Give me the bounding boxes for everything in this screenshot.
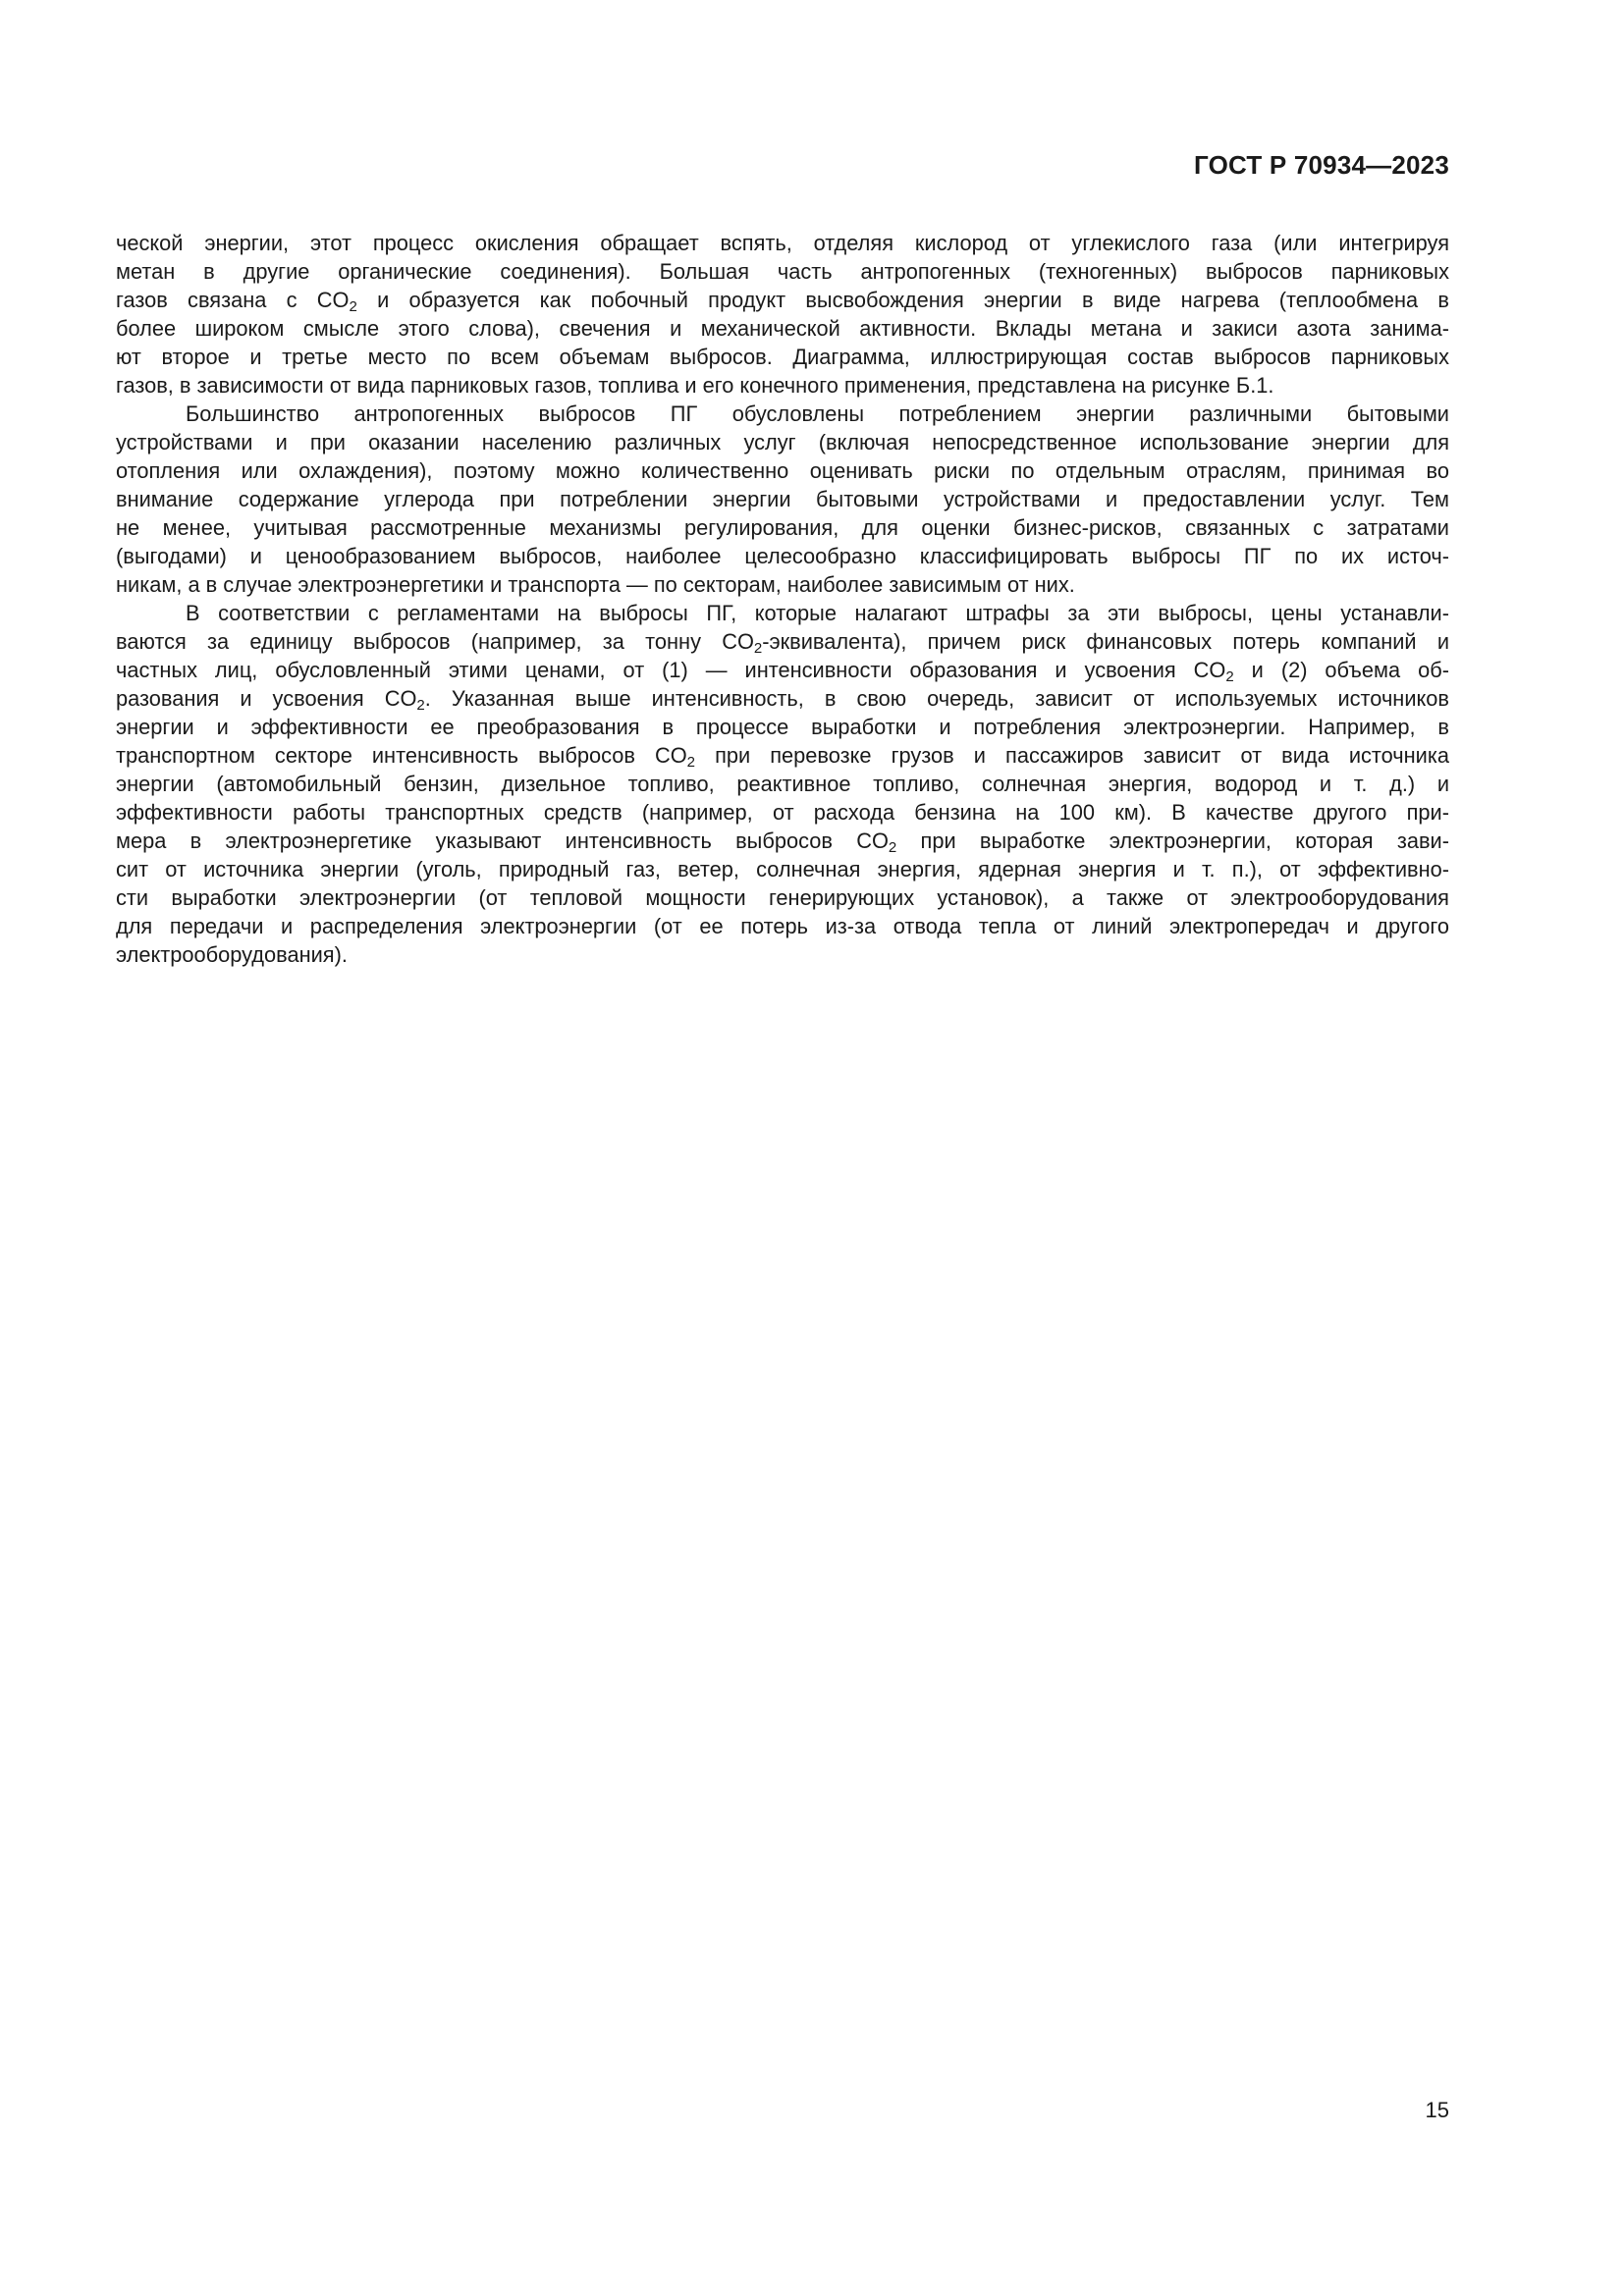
text-line: энергии (автомобильный бензин, дизельное топливо, реактивное топливо, солнечная энергия, водород и т. д.) и [116, 772, 1449, 796]
text-line: энергии и эффективности ее преобразования в процессе выработки и потребления электроэнергии. Например, в [116, 715, 1449, 739]
text-line: метан в другие органические соединения). Большая часть антропогенных (техногенных) выбросов парниковых [116, 259, 1449, 284]
text-line: отопления или охлаждения), поэтому можно количественно оценивать риски по отдельным отраслям, принимая во [116, 458, 1449, 483]
paragraph [116, 599, 1449, 969]
text-line: не менее, учитывая рассмотренные механизмы регулирования, для оценки бизнес-рисков, связанных с затратами [116, 515, 1449, 540]
text-line: ваются за единицу выбросов (например, за тонну $CO_2-эквивалента$), причем риск финансовых потерь компаний и [116, 629, 1449, 657]
text-line: мера в электроэнергетике указывают интенсивность выбросов $CO_2$ при выработке электроэнергии, которая зави- [116, 828, 1449, 856]
text-line: устройствами и при оказании населению различных услуг (включая непосредственное использование энергии для [116, 430, 1449, 454]
paragraph [116, 229, 1449, 400]
paragraph [116, 400, 1449, 599]
document-header: ГОСТ Р 70934—2023 [1194, 150, 1449, 180]
text-line: для передачи и распределения электроэнергии (от ее потерь из-за отвода тепла от линий электропередач и другого [116, 914, 1449, 938]
text-line: электрооборудования). [116, 942, 348, 967]
text-line: разования и усвоения $CO_2$. Указанная выше интенсивность, в свою очередь, зависит от используемых источников [116, 686, 1449, 714]
text-line: никам, а в случае электроэнергетики и транспорта — по секторам, наиболее зависимым от них. [116, 572, 1075, 597]
text-line: внимание содержание углерода при потреблении энергии бытовыми устройствами и предоставлении услуг. Тем [116, 487, 1449, 511]
text-line: эффективности работы транспортных средств (например, от расхода бензина на 100 км). В качестве другого при- [116, 800, 1449, 825]
text-line: сти выработки электроэнергии (от тепловой мощности генерирующих установок), а также от электрооборудования [116, 885, 1449, 910]
text-line: сит от источника энергии (уголь, природный газ, ветер, солнечная энергия, ядерная энергия и т. п.), от эффективно- [116, 857, 1449, 881]
text-line: транспортном секторе интенсивность выбросов $CO_2$ при перевозке грузов и пассажиров зависит от вида источника [116, 743, 1449, 771]
text-line: газов связана с $CO_2$ и образуется как побочный продукт высвобождения энергии в виде нагрева (теплообмена в [116, 288, 1450, 315]
text-line: Большинство антропогенных выбросов ПГ обусловлены потреблением энергии различными бытовыми [186, 401, 1449, 426]
text-line: В соответствии с регламентами на выбросы ПГ, которые налагают штрафы за эти выбросы, цены устанавли- [186, 601, 1449, 625]
text-line: более широком смысле этого слова), свечения и механической активности. Вклады метана и закиси азота занима- [116, 316, 1449, 341]
text-line: ют второе и третье место по всем объемам выбросов. Диаграмма, иллюстрирующая состав выбросов парниковых [116, 345, 1449, 369]
text-line: частных лиц, обусловленный этими ценами, от (1) — интенсивности образования и усвоения $CO_2$ и (2) объема об- [116, 658, 1449, 685]
text-line: (выгодами) и ценообразованием выбросов, наиболее целесообразно классифицировать выбросы ПГ по их источ- [116, 544, 1449, 568]
page-number: 15 [1425, 2098, 1449, 2122]
document-body [116, 229, 1449, 969]
text-line: ческой энергии, этот процесс окисления обращает вспять, отделяя кислород от углекислого газа (или интегрируя [116, 231, 1449, 255]
text-line: газов, в зависимости от вида парниковых газов, топлива и его конечного применения, представлена на рисунке Б.1. [116, 373, 1274, 398]
